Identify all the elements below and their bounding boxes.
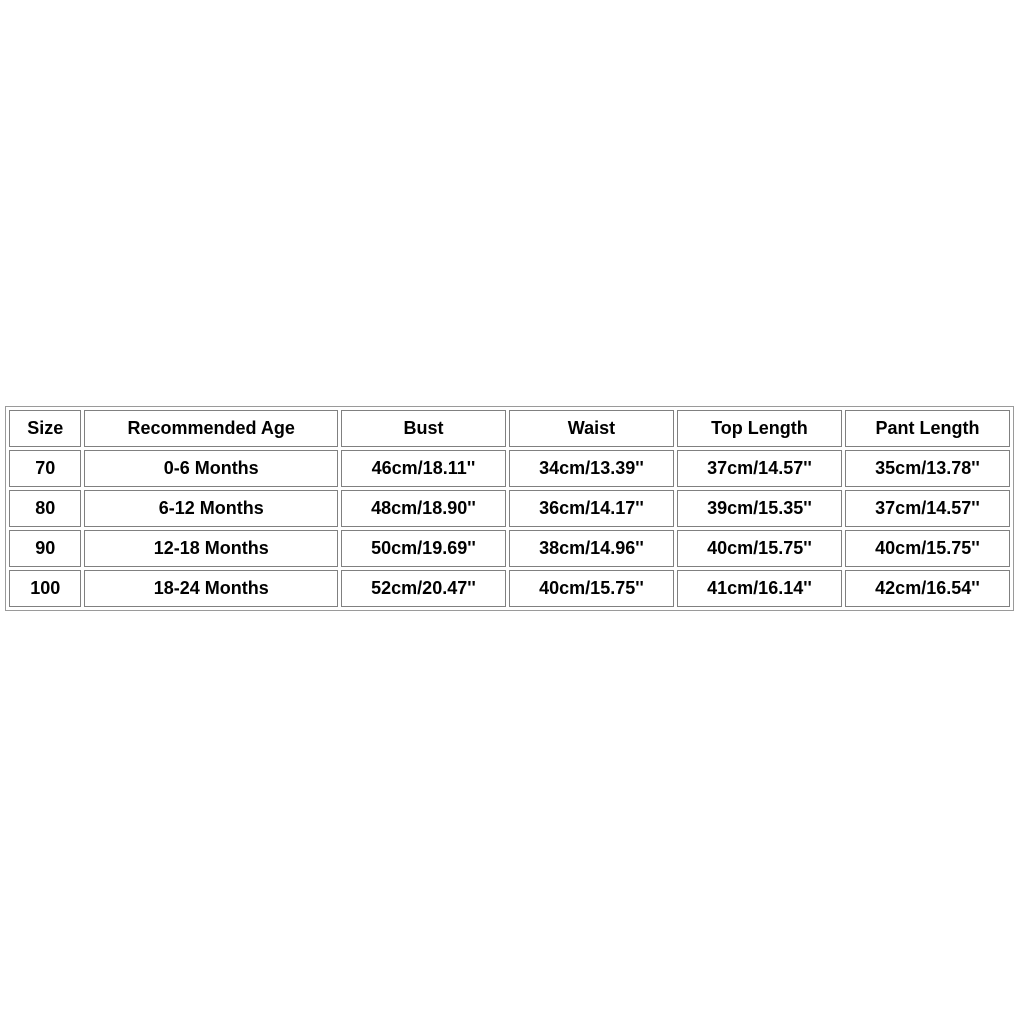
cell-top-length: 39cm/15.35'' — [677, 490, 842, 527]
cell-recommended-age: 0-6 Months — [84, 450, 338, 487]
table-row — [9, 450, 1010, 487]
cell-recommended-age: 18-24 Months — [84, 570, 338, 607]
cell-pant-length: 40cm/15.75'' — [845, 530, 1010, 567]
cell-top-length: 40cm/15.75'' — [677, 530, 842, 567]
cell-bust: 50cm/19.69'' — [341, 530, 506, 567]
cell-top-length: 37cm/14.57'' — [677, 450, 842, 487]
table-row — [9, 530, 1010, 567]
table-row — [9, 570, 1010, 607]
cell-size: 100 — [9, 570, 81, 607]
cell-bust: 46cm/18.11'' — [341, 450, 506, 487]
header-waist: Waist — [509, 410, 674, 447]
cell-pant-length: 37cm/14.57'' — [845, 490, 1010, 527]
table-header-row — [9, 410, 1010, 447]
table-row — [9, 490, 1010, 527]
cell-waist: 36cm/14.17'' — [509, 490, 674, 527]
cell-top-length: 41cm/16.14'' — [677, 570, 842, 607]
cell-recommended-age: 6-12 Months — [84, 490, 338, 527]
header-top-length: Top Length — [677, 410, 842, 447]
cell-bust: 52cm/20.47'' — [341, 570, 506, 607]
header-bust: Bust — [341, 410, 506, 447]
header-pant-length: Pant Length — [845, 410, 1010, 447]
cell-size: 90 — [9, 530, 81, 567]
cell-waist: 40cm/15.75'' — [509, 570, 674, 607]
cell-size: 80 — [9, 490, 81, 527]
cell-pant-length: 35cm/13.78'' — [845, 450, 1010, 487]
header-size: Size — [9, 410, 81, 447]
size-chart — [5, 406, 1014, 611]
cell-waist: 38cm/14.96'' — [509, 530, 674, 567]
cell-size: 70 — [9, 450, 81, 487]
cell-waist: 34cm/13.39'' — [509, 450, 674, 487]
size-table — [5, 406, 1014, 611]
header-recommended-age: Recommended Age — [84, 410, 338, 447]
cell-recommended-age: 12-18 Months — [84, 530, 338, 567]
cell-bust: 48cm/18.90'' — [341, 490, 506, 527]
cell-pant-length: 42cm/16.54'' — [845, 570, 1010, 607]
